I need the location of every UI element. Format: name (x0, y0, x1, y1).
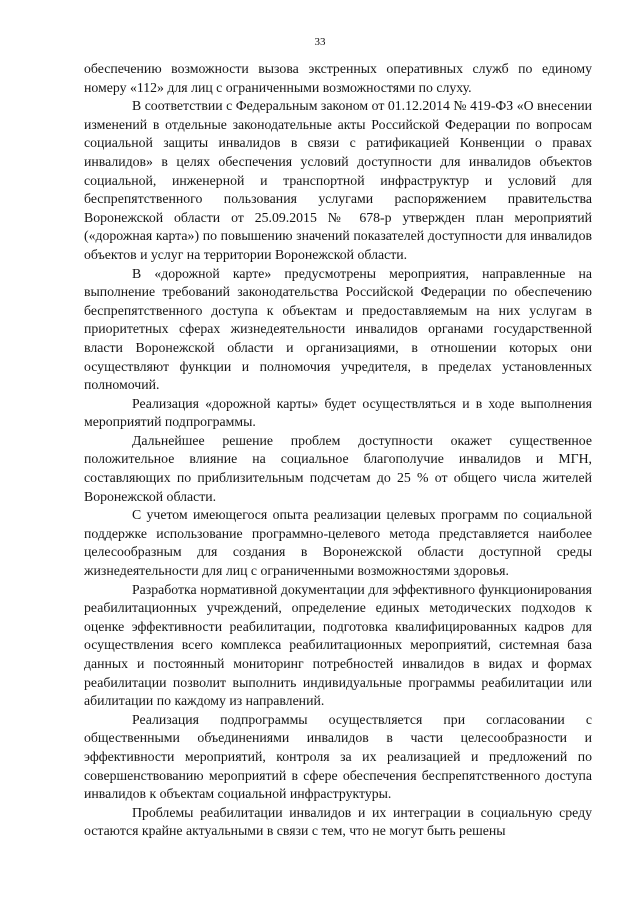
paragraph-road-map-measures: В «дорожной карте» предусмотрены мероприятия, направленные на выполнение требований законодательства Российской Федерации по обеспечению беспрепятственного доступа к объектам и предоставляемым на них услугам в приоритетных сферах жизнедеятельности инвалидов органами государственной власти Воронежской области и организациями, в отношении которых они осуществляют функции и полномочия учредителя, в пределах установленных полномочий. (84, 265, 592, 393)
paragraph-subprogram-coordination: Реализация подпрограммы осуществляется при согласовании с общественными объединениями инвалидов в части целесообразности и эффективности мероприятий, контроля за их реализацией и предложений по совершенствованию мероприятий в сфере обеспечения беспрепятственного доступа инвалидов к объектам социальной инфраструктуры. (84, 711, 592, 802)
paragraph-program-method: С учетом имеющегося опыта реализации целевых программ по социальной поддержке использование программно-целевого метода представляется наиболее целесообразным для создания в Воронежской области доступной среды жизнедеятельности для лиц с ограниченными возможностями здоровья. (84, 507, 592, 579)
paragraph-road-map-implementation: Реализация «дорожной карты» будет осуществляться и в ходе выполнения мероприятий подпрограммы. (84, 395, 592, 430)
paragraph-rehabilitation-problems: Проблемы реабилитации инвалидов и их интеграции в социальную среду остаются крайне актуальными в связи с тем, что не могут быть решены (84, 804, 592, 839)
paragraph-accessibility-impact: Дальнейшее решение проблем доступности окажет существенное положительное влияние на социальное благополучие инвалидов и МГН, составляющих по приблизительным подсчетам до 25 % от общего числа жителей Воронежской области. (84, 432, 592, 504)
document-body (84, 60, 592, 841)
paragraph-continued: обеспечению возможности вызова экстренных оперативных служб по единому номеру «112» для лиц с ограниченными возможностями по слуху. (84, 61, 592, 95)
paragraph-rehabilitation-development: Разработка нормативной документации для эффективного функционирования реабилитационных учреждений, определение единых методических подходов к оценке эффективности реабилитации, подготовка квалифицированных кадров для осуществления всего комплекса реабилитационных мероприятий, системная база данных и постоянный мониторинг потребностей инвалидов в видах и формах реабилитации позволит выполнить индивидуальные программы реабилитации или абилитации по каждому из направлений. (84, 581, 592, 709)
paragraph-federal-law: В соответствии с Федеральным законом от 01.12.2014 № 419-ФЗ «О внесении изменений в отдельные законодательные акты Российской Федерации по вопросам социальной защиты инвалидов в связи с ратификацией Конвенции о правах инвалидов» в целях обеспечения условий доступности для инвалидов объектов социальной, инженерной и транспортной инфраструктур и условий для беспрепятственного пользования услугами распоряжением правительства Воронежской области от 25.09.2015 № 678-р утвержден план мероприятий («дорожная карта») по повышению значений показателей доступности для инвалидов объектов и услуг на территории Воронежской области. (84, 98, 592, 262)
page-number: 33 (314, 36, 326, 48)
